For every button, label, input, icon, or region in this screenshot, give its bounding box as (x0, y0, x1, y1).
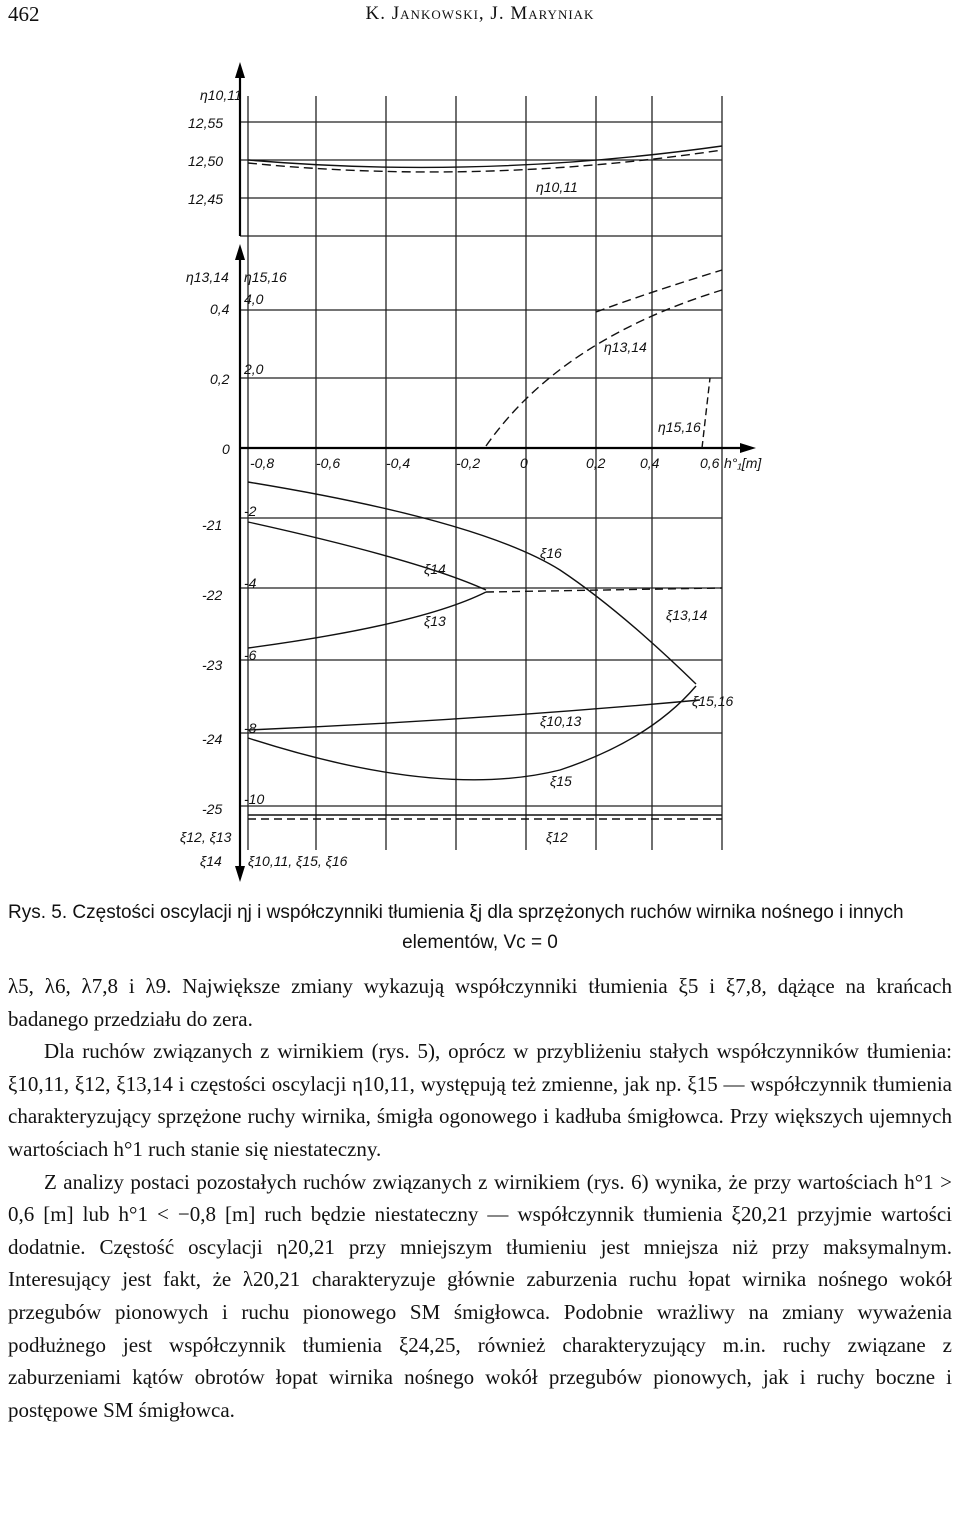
lower-tick-left-4: -24 (202, 731, 223, 747)
curve-eta-10-11-upper (248, 146, 722, 167)
curve-label-xi-13: ξ13 (424, 613, 446, 629)
paragraph-1: λ5, λ6, λ7,8 i λ9. Największe zmiany wykazują współczynniki tłumienia ξ5 i ξ7,8, dążące na krańcach badanego przedziału do zera. (8, 974, 952, 1031)
middle-tick-right-1: 4,0 (244, 291, 264, 307)
lower-tick-left-3: -23 (202, 657, 223, 673)
curve-label-xi-15-16: ξ15,16 (692, 693, 734, 709)
middle-axis-label-right: η15,16 (244, 269, 287, 285)
xi-curves (248, 482, 722, 819)
curve-label-eta-13-14: η13,14 (604, 339, 647, 355)
lower-tick-left-5: -25 (202, 801, 223, 817)
x-tick-3: -0,4 (386, 455, 411, 471)
curve-label-xi-14: ξ14 (424, 561, 446, 577)
upper-axis-label: η10,11 (200, 87, 242, 103)
bottom-label-xi-14: ξ14 (200, 853, 222, 869)
curve-eta-13-14 (596, 270, 722, 312)
middle-axis-label-left: η13,14 (186, 269, 229, 285)
x-tick-1: -0,8 (250, 455, 275, 471)
figure-caption (8, 898, 952, 958)
x-tick-7: 0,4 (640, 455, 660, 471)
curve-label-xi-15: ξ15 (550, 773, 572, 789)
running-head: K. Jankowski, J. Maryniak (365, 3, 595, 24)
lower-tick-left-1: -21 (202, 517, 223, 533)
x-axis-label: h°₁[m] (724, 455, 762, 471)
bottom-label-xi-10-11-15-16: ξ10,11, ξ15, ξ16 (248, 853, 348, 869)
middle-tick-left-1: 0,4 (210, 301, 230, 317)
curve-label-xi-10-13: ξ10,13 (540, 713, 582, 729)
lower-tick-right-2: -4 (244, 575, 257, 591)
arrow-down-lower (235, 866, 245, 882)
middle-tick-right-2: 2,0 (244, 361, 264, 377)
curve-label-xi-12: ξ12 (546, 829, 568, 845)
caption-line-2: elementów, Vc = 0 (402, 932, 558, 953)
x-tick-2: -0,6 (316, 455, 341, 471)
curve-eta-10-11-lower (248, 150, 722, 172)
x-tick-5: 0 (520, 455, 528, 471)
curve-xi-16 (248, 482, 696, 684)
body-text (8, 970, 952, 1426)
figure-labels (180, 87, 762, 869)
upper-tick-3: 12,45 (188, 191, 224, 207)
x-tick-8: 0,6 (700, 455, 720, 471)
arrow-right-x (740, 443, 756, 453)
x-tick-4: -0,2 (456, 455, 481, 471)
grid-verticals (248, 96, 722, 850)
curve-xi-14 (248, 522, 486, 590)
lower-tick-left-2: -22 (202, 587, 223, 603)
upper-tick-2: 12,50 (188, 153, 224, 169)
page-number: 462 (8, 2, 40, 26)
curve-label-eta-15-16: η15,16 (658, 419, 701, 435)
middle-tick-left-2: 0,2 (210, 371, 230, 387)
middle-tick-left-3: 0 (222, 441, 230, 457)
curve-label-xi-13-14: ξ13,14 (666, 607, 708, 623)
caption-line-1: Rys. 5. Częstości oscylacji ηj i współczynniki tłumienia ξj dla sprzężonych ruchów wirnika nośnego i innych (8, 902, 904, 923)
paragraph-2: Dla ruchów związanych z wirnikiem (rys. 5), oprócz w przybliżeniu stałych współczynników tłumienia: ξ10,11, ξ12, ξ13,14 i częstości oscylacji η10,11, występują też zmienne, jak np. ξ15 — współczynnik tłumienia charakteryzujący sprzężone ruchy wirnika, śmigła ogonowego i kadłuba śmigłowca. Przy większych ujemnych wartościach h°1 ruch stanie się niestateczny. (8, 1039, 952, 1161)
lower-tick-right-1: -2 (244, 503, 257, 519)
curve-label-xi-16: ξ16 (540, 545, 562, 561)
lower-tick-right-4: -8 (244, 720, 257, 736)
curve-eta-15-16-right (702, 378, 710, 448)
arrow-up-middle (235, 244, 245, 260)
curve-xi-13 (248, 592, 486, 648)
x-tick-6: 0,2 (586, 455, 606, 471)
bottom-label-xi-12-13: ξ12, ξ13 (180, 829, 232, 845)
upper-tick-1: 12,55 (188, 115, 224, 131)
paragraph-3: Z analizy postaci pozostałych ruchów związanych z wirnikiem (rys. 6) wynika, że przy wartościach h°1 > 0,6 [m] lub h°1 < −0,8 [m] ruch będzie niestateczny — współczynnik tłumienia ξ20,21 przyjmie wartości dodatnie. Częstość oscylacji η20,21 przy mniejszym tłumieniu jest mniejsza niż przy maksymalnym. Interesujący jest fakt, że λ20,21 charakteryzuje głównie zaburzenia ruchu łopat wirnika nośnego wokół przegubów pionowych i ruchu pionowego SM śmigłowca. Podobnie wrażliwy na zmiany wyważenia podłużnego jest współczynnik tłumienia ξ24,25, również charakteryzujący m.in. ruchy związane z zaburzeniami kątów obrotów łopat wirnika nośnego wokół przegubów pionowych, jak i ruchy boczne i postępowe SM śmigłowca. (8, 1169, 952, 1422)
lower-tick-right-3: -6 (244, 647, 257, 663)
arrow-up-upper (235, 62, 245, 78)
lower-tick-right-5: -10 (244, 791, 265, 807)
curve-label-eta-10-11: η10,11 (536, 179, 578, 195)
